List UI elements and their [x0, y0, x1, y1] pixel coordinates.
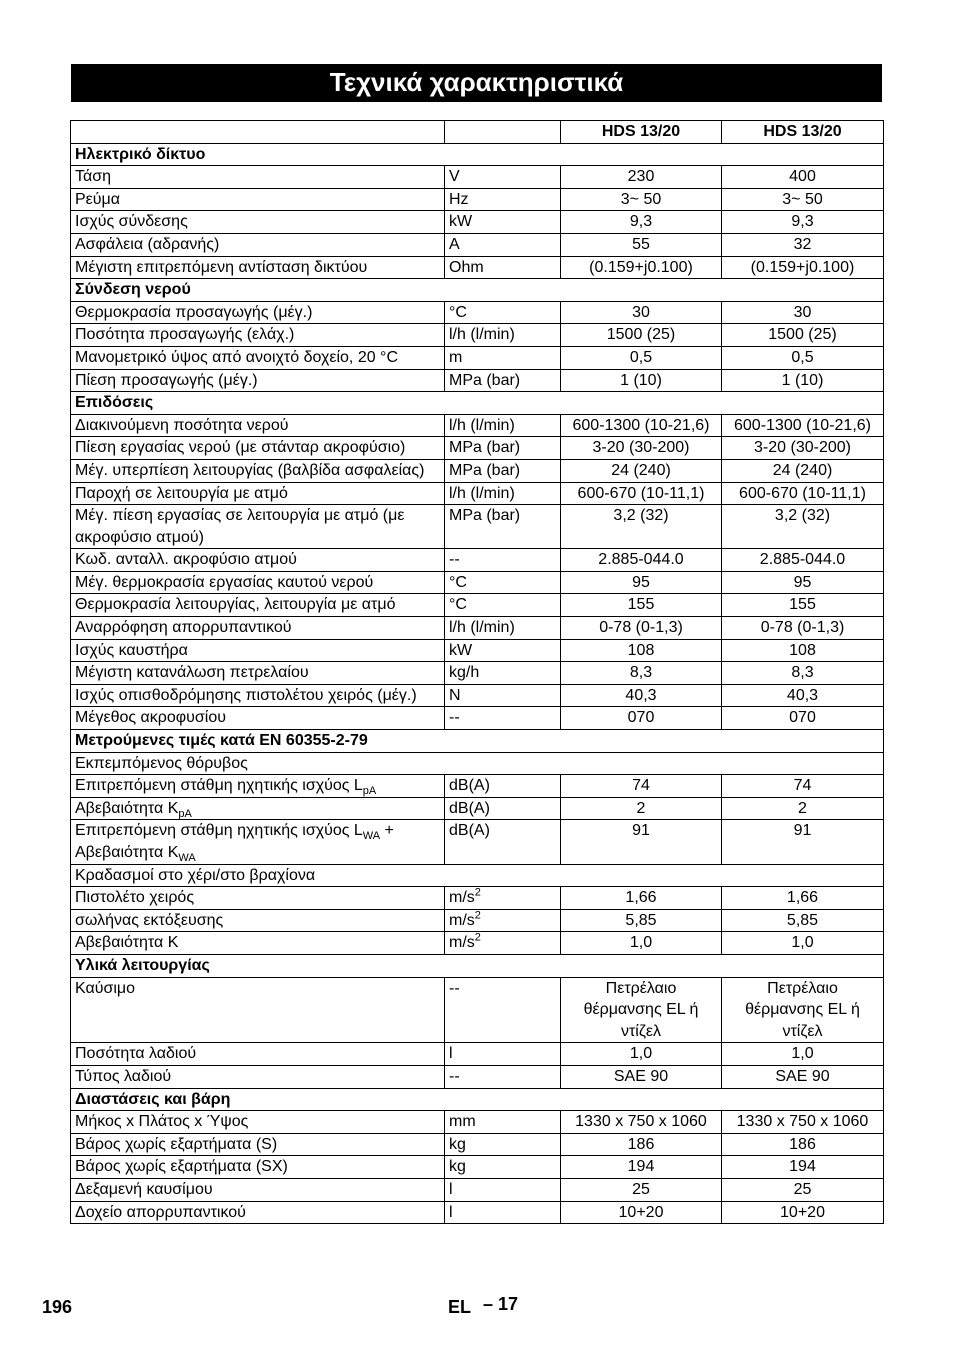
row-unit: dB(A)	[445, 797, 561, 820]
row-value-model-2: 600-1300 (10-21,6)	[722, 414, 884, 437]
row-unit: MPa (bar)	[445, 369, 561, 392]
row-value-model-2: (0.159+j0.100)	[722, 256, 884, 279]
row-label: Μήκος x Πλάτος x Ύψος	[71, 1111, 445, 1134]
row-value-model-1: (0.159+j0.100)	[561, 256, 722, 279]
table-row	[71, 301, 884, 324]
table-row	[71, 662, 884, 685]
row-value-model-2: 070	[722, 707, 884, 730]
row-label-subscript: pA	[178, 808, 192, 820]
row-label: Μέγιστη κατανάλωση πετρελαίου	[71, 662, 445, 685]
row-value-model-1: 95	[561, 571, 722, 594]
table-row	[71, 188, 884, 211]
row-label: Εκπεμπόμενος θόρυβος	[71, 752, 884, 775]
row-value-model-2: 1,0	[722, 932, 884, 955]
row-unit: MPa (bar)	[445, 437, 561, 460]
row-label	[71, 775, 445, 798]
row-value-model-2: 3,2 (32)	[722, 505, 884, 549]
table-row	[71, 166, 884, 189]
row-unit	[445, 887, 561, 910]
row-label-text-2: + Αβεβαιότητα K	[75, 822, 394, 861]
row-label-subscript: WA	[362, 830, 381, 843]
section-title: Μετρούμενες τιμές κατά EN 60355-2-79	[71, 730, 884, 753]
page-title: Τεχνικά χαρακτηριστικά	[71, 64, 882, 102]
row-label-subscript-2: WA	[178, 852, 196, 865]
row-label-text: Επιτρεπόμενη στάθμη ηχητικής ισχύος L	[75, 777, 363, 795]
row-label-text: Επιτρεπόμενη στάθμη ηχητικής ισχύος L	[75, 822, 363, 840]
row-value-model-1: 3-20 (30-200)	[561, 437, 722, 460]
table-row	[71, 639, 884, 662]
row-label: Πίεση εργασίας νερού (με στάνταρ ακροφύσιο)	[71, 437, 445, 460]
table-row	[71, 707, 884, 730]
row-label: Αναρρόφηση απορρυπαντικού	[71, 617, 445, 640]
table-row	[71, 909, 884, 932]
row-value-model-1: 74	[561, 775, 722, 798]
spec-table-body	[71, 121, 884, 1224]
table-row	[71, 684, 884, 707]
row-label: Διακινούμενη ποσότητα νερού	[71, 414, 445, 437]
row-unit: kW	[445, 211, 561, 234]
header-model-1: HDS 13/20	[561, 121, 722, 144]
row-label: Τύπος λαδιού	[71, 1065, 445, 1088]
header-unit-cell	[445, 121, 561, 144]
row-label: Πίεση προσαγωγής (μέγ.)	[71, 369, 445, 392]
row-label: Δεξαμενή καυσίμου	[71, 1178, 445, 1201]
row-value-model-2: 40,3	[722, 684, 884, 707]
row-value-model-1: 1330 x 750 x 1060	[561, 1111, 722, 1134]
row-label: Κωδ. ανταλλ. ακροφύσιο ατμού	[71, 549, 445, 572]
row-label: Μέγεθος ακροφυσίου	[71, 707, 445, 730]
row-unit: l	[445, 1178, 561, 1201]
section-title: Επιδόσεις	[71, 392, 884, 415]
row-unit: dB(A)	[445, 820, 561, 864]
row-label: Τάση	[71, 166, 445, 189]
row-unit: kW	[445, 639, 561, 662]
section-title: Υλικά λειτουργίας	[71, 954, 884, 977]
section-title: Ηλεκτρικό δίκτυο	[71, 143, 884, 166]
row-value-model-2: 1500 (25)	[722, 324, 884, 347]
row-unit: °C	[445, 571, 561, 594]
row-value-model-2: 1,0	[722, 1043, 884, 1066]
table-row	[71, 594, 884, 617]
row-label	[71, 797, 445, 820]
row-unit: l/h (l/min)	[445, 324, 561, 347]
row-unit-text: m/s	[449, 889, 475, 907]
table-row	[71, 932, 884, 955]
table-row	[71, 775, 884, 798]
row-value-model-2: 2	[722, 797, 884, 820]
row-unit	[445, 909, 561, 932]
row-value-model-1: SAE 90	[561, 1065, 722, 1088]
row-value-model-2: 30	[722, 301, 884, 324]
row-value-model-1: 108	[561, 639, 722, 662]
table-row	[71, 437, 884, 460]
row-value-model-2: 5,85	[722, 909, 884, 932]
row-unit: °C	[445, 301, 561, 324]
row-unit: --	[445, 549, 561, 572]
row-value-model-2: 194	[722, 1156, 884, 1179]
header-model-2: HDS 13/20	[722, 121, 884, 144]
table-row	[71, 864, 884, 887]
row-unit: A	[445, 233, 561, 256]
row-value-model-1: 1,0	[561, 1043, 722, 1066]
row-value-model-2: 74	[722, 775, 884, 798]
table-row	[71, 977, 884, 1043]
row-unit: kg	[445, 1156, 561, 1179]
section-title: Διαστάσεις και βάρη	[71, 1088, 884, 1111]
table-row	[71, 820, 884, 864]
table-row	[71, 1201, 884, 1224]
row-unit: N	[445, 684, 561, 707]
table-row	[71, 324, 884, 347]
row-value-model-1: 5,85	[561, 909, 722, 932]
row-value-model-2: 400	[722, 166, 884, 189]
row-unit: l/h (l/min)	[445, 617, 561, 640]
row-label: Πιστολέτο χειρός	[71, 887, 445, 910]
row-label: Μέγ. πίεση εργασίας σε λειτουργία με ατμό (με ακροφύσιο ατμού)	[71, 505, 445, 549]
row-value-model-2: 8,3	[722, 662, 884, 685]
row-value-model-1: 3,2 (32)	[561, 505, 722, 549]
row-label	[71, 820, 445, 864]
row-value-model-1: 0-78 (0-1,3)	[561, 617, 722, 640]
row-label: Ποσότητα προσαγωγής (ελάχ.)	[71, 324, 445, 347]
row-label-text: Αβεβαιότητα K	[75, 799, 179, 817]
table-row	[71, 459, 884, 482]
table-row	[71, 549, 884, 572]
row-unit: l	[445, 1201, 561, 1224]
row-unit: l/h (l/min)	[445, 482, 561, 505]
section-header-row	[71, 730, 884, 753]
row-value-model-1: 25	[561, 1178, 722, 1201]
table-row	[71, 414, 884, 437]
row-value-model-2: 95	[722, 571, 884, 594]
row-value-model-1: 600-1300 (10-21,6)	[561, 414, 722, 437]
table-row	[71, 482, 884, 505]
row-value-model-1: 070	[561, 707, 722, 730]
section-header-row	[71, 392, 884, 415]
section-header-row	[71, 279, 884, 302]
section-header-row	[71, 1088, 884, 1111]
row-value-model-2: 1330 x 750 x 1060	[722, 1111, 884, 1134]
row-label: Καύσιμο	[71, 977, 445, 1043]
row-value-model-1: 40,3	[561, 684, 722, 707]
row-value-model-1: 91	[561, 820, 722, 864]
row-value-model-1: 186	[561, 1133, 722, 1156]
row-value-model-1: 9,3	[561, 211, 722, 234]
row-label: Μέγ. θερμοκρασία εργασίας καυτού νερού	[71, 571, 445, 594]
row-value-model-2: 1 (10)	[722, 369, 884, 392]
row-label: Μέγ. υπερπίεση λειτουργίας (βαλβίδα ασφαλείας)	[71, 459, 445, 482]
row-value-model-2: SAE 90	[722, 1065, 884, 1088]
row-value-model-1: 55	[561, 233, 722, 256]
row-value-model-1: 230	[561, 166, 722, 189]
table-row	[71, 1178, 884, 1201]
row-value-model-2: 155	[722, 594, 884, 617]
row-label: σωλήνας εκτόξευσης	[71, 909, 445, 932]
row-value-model-1: 0,5	[561, 346, 722, 369]
row-value-model-1: 194	[561, 1156, 722, 1179]
row-unit: MPa (bar)	[445, 459, 561, 482]
table-row	[71, 797, 884, 820]
spec-table	[70, 120, 884, 1224]
row-label: Ισχύς καυστήρα	[71, 639, 445, 662]
table-header-row	[71, 121, 884, 144]
row-unit-text: m/s	[449, 911, 475, 929]
row-value-model-2: 600-670 (10-11,1)	[722, 482, 884, 505]
row-unit: m	[445, 346, 561, 369]
row-unit-text: m/s	[449, 934, 475, 952]
row-value-model-1: 8,3	[561, 662, 722, 685]
row-label: Ρεύμα	[71, 188, 445, 211]
row-value-model-1: 1 (10)	[561, 369, 722, 392]
row-value-model-2: 3~ 50	[722, 188, 884, 211]
row-value-model-1: 1,0	[561, 932, 722, 955]
row-value-model-1: 1500 (25)	[561, 324, 722, 347]
table-row	[71, 1111, 884, 1134]
table-row	[71, 1156, 884, 1179]
row-unit: l	[445, 1043, 561, 1066]
row-value-model-1: 155	[561, 594, 722, 617]
row-value-model-1: 1,66	[561, 887, 722, 910]
row-value-model-1: 2	[561, 797, 722, 820]
row-unit-superscript: 2	[474, 932, 481, 945]
row-unit: kg	[445, 1133, 561, 1156]
row-value-model-1: 30	[561, 301, 722, 324]
row-unit: kg/h	[445, 662, 561, 685]
table-row	[71, 346, 884, 369]
row-value-model-2: 25	[722, 1178, 884, 1201]
row-unit-superscript: 2	[474, 886, 481, 899]
row-unit: l/h (l/min)	[445, 414, 561, 437]
row-unit: V	[445, 166, 561, 189]
row-value-model-1: Πετρέλαιο θέρμανσης EL ή ντίζελ	[561, 977, 722, 1043]
table-row	[71, 211, 884, 234]
row-label: Αβεβαιότητα K	[71, 932, 445, 955]
table-row	[71, 256, 884, 279]
header-label-cell	[71, 121, 445, 144]
table-row	[71, 505, 884, 549]
row-unit: --	[445, 977, 561, 1043]
row-value-model-2: 108	[722, 639, 884, 662]
row-value-model-2: 0,5	[722, 346, 884, 369]
row-value-model-2: 91	[722, 820, 884, 864]
table-row	[71, 1043, 884, 1066]
language-code: EL	[448, 1297, 472, 1317]
row-label: Ποσότητα λαδιού	[71, 1043, 445, 1066]
table-row	[71, 752, 884, 775]
row-value-model-1: 3~ 50	[561, 188, 722, 211]
row-unit: mm	[445, 1111, 561, 1134]
row-label: Θερμοκρασία λειτουργίας, λειτουργία με ατμό	[71, 594, 445, 617]
local-page-number: – 17	[483, 1294, 519, 1314]
row-unit: MPa (bar)	[445, 505, 561, 549]
section-header-row	[71, 143, 884, 166]
row-unit: Hz	[445, 188, 561, 211]
row-value-model-2: Πετρέλαιο θέρμανσης EL ή ντίζελ	[722, 977, 884, 1043]
row-value-model-2: 10+20	[722, 1201, 884, 1224]
row-label: Μανομετρικό ύψος από ανοιχτό δοχείο, 20 °C	[71, 346, 445, 369]
row-unit: --	[445, 707, 561, 730]
row-value-model-2: 186	[722, 1133, 884, 1156]
row-label: Παροχή σε λειτουργία με ατμό	[71, 482, 445, 505]
row-unit: dB(A)	[445, 775, 561, 798]
section-header-row	[71, 954, 884, 977]
section-title: Σύνδεση νερού	[71, 279, 884, 302]
row-value-model-2: 24 (240)	[722, 459, 884, 482]
row-unit: Ohm	[445, 256, 561, 279]
row-label: Ισχύς σύνδεσης	[71, 211, 445, 234]
row-label: Μέγιστη επιτρεπόμενη αντίσταση δικτύου	[71, 256, 445, 279]
table-row	[71, 571, 884, 594]
row-value-model-1: 10+20	[561, 1201, 722, 1224]
row-label: Βάρος χωρίς εξαρτήματα (SX)	[71, 1156, 445, 1179]
row-unit: --	[445, 1065, 561, 1088]
table-row	[71, 233, 884, 256]
table-row	[71, 617, 884, 640]
row-label: Κραδασμοί στο χέρι/στο βραχίονα	[71, 864, 884, 887]
row-unit	[445, 932, 561, 955]
row-value-model-2: 32	[722, 233, 884, 256]
row-value-model-1: 24 (240)	[561, 459, 722, 482]
row-label: Βάρος χωρίς εξαρτήματα (S)	[71, 1133, 445, 1156]
table-row	[71, 887, 884, 910]
row-value-model-1: 2.885-044.0	[561, 549, 722, 572]
page-number: 196	[42, 1297, 73, 1317]
row-value-model-2: 3-20 (30-200)	[722, 437, 884, 460]
row-value-model-2: 0-78 (0-1,3)	[722, 617, 884, 640]
row-value-model-2: 1,66	[722, 887, 884, 910]
table-row	[71, 1133, 884, 1156]
row-label: Θερμοκρασία προσαγωγής (μέγ.)	[71, 301, 445, 324]
row-value-model-2: 9,3	[722, 211, 884, 234]
row-value-model-1: 600-670 (10-11,1)	[561, 482, 722, 505]
row-label: Ασφάλεια (αδρανής)	[71, 233, 445, 256]
row-value-model-2: 2.885-044.0	[722, 549, 884, 572]
row-unit-superscript: 2	[474, 909, 481, 922]
row-label: Ισχύς οπισθοδρόμησης πιστολέτου χειρός (μέγ.)	[71, 684, 445, 707]
row-unit: °C	[445, 594, 561, 617]
table-row	[71, 369, 884, 392]
row-label: Δοχείο απορρυπαντικού	[71, 1201, 445, 1224]
table-row	[71, 1065, 884, 1088]
row-label-subscript: pA	[362, 785, 377, 798]
